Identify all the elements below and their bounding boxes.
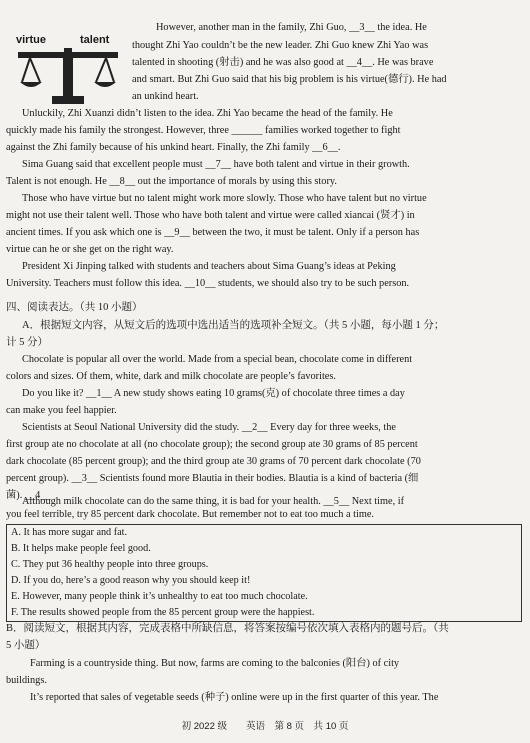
passage-line: against the Zhi family because of his unkind heart. Finally, the Zhi family __6__. [6, 142, 341, 153]
passage-line: 菌). __4__ [6, 490, 51, 501]
passage-line: quickly made his family the strongest. However, three ______ families worked together to fight [6, 125, 401, 136]
passage-line: Scientists at Seoul National University did the study. __2__ Every day for three weeks, the [22, 422, 396, 433]
passage-line: an unkind heart. [132, 91, 199, 102]
passage-line: ancient times. If you ask which one is __9__ between the two, it must be talent. Only if a person has [6, 227, 420, 238]
options-box [6, 524, 522, 622]
section-title: 四、阅读表达。（共 10 小题） [6, 302, 143, 313]
passage-line: talented in shooting (射击) and he was also good at __4__. He was brave [132, 57, 434, 68]
passage-line: Talent is not enough. He __8__ out the importance of morals by using this story. [6, 176, 337, 187]
instruction-line: A．根据短文内容，从短文后的选项中选出适当的选项补全短文。（共 5 小题，每小题 1 分； [22, 320, 445, 331]
passage-line: first group ate no chocolate at all (no chocolate group); the second group ate 30 grams of 85 percent [6, 439, 418, 450]
page-footer: 初 2022 级 英语 第 8 页 共 10 页 [181, 721, 349, 732]
passage-line: buildings. [6, 675, 47, 686]
passage-line: Although milk chocolate can do the same thing, it is bad for your health. __5__ Next time, if [22, 496, 405, 507]
passage-line: virtue can he or she get on the right way. [6, 244, 174, 255]
passage-line: Sima Guang said that excellent people must __7__ have both talent and virtue in their growth. [22, 159, 410, 170]
option-c: C. They put 36 healthy people into three groups. [11, 559, 209, 570]
passage-line: dark chocolate (85 percent group); and the third group ate 30 grams of 70 percent dark chocolate (70 [6, 456, 421, 467]
option-a: A. It has more sugar and fat. [11, 527, 127, 538]
passage-line: Do you like it? __1__ A new study shows eating 10 grams(克) of chocolate three times a day [22, 388, 405, 399]
option-d: D. If you do, here’s a good reason why you should keep it! [11, 575, 251, 586]
virtue-label: virtue [16, 34, 46, 46]
option-e: E. However, many people think it’s unhealthy to eat too much chocolate. [11, 591, 308, 602]
passage-line: you feel terrible, try 85 percent dark chocolate. But remember not to eat too much a time. [6, 509, 374, 520]
passage-line: It’s reported that sales of vegetable seeds (种子) online were up in the first quarter of this year. The [30, 692, 439, 703]
passage-line: Chocolate is popular all over the world. Made from a special bean, chocolate come in different [22, 354, 413, 365]
passage-line: can make you feel happier. [6, 405, 117, 416]
passage-line: University. Teachers must follow this idea. __10__ students, we should also try to be such person. [6, 278, 410, 289]
passage-line: However, another man in the family, Zhi Guo, __3__ the idea. He [156, 22, 427, 33]
passage-line: Those who have virtue but no talent might work more slowly. Those who have talent but no virtue [22, 193, 427, 204]
passage-line: Unluckily, Zhi Xuanzi didn’t listen to the idea. Zhi Yao became the head of the family. He [22, 108, 393, 119]
passage-line: percent group). __3__ Scientists found more Blautia in their bodies. Blautia is a kind of bacteria (细 [6, 473, 419, 484]
instruction-line: 5 小题） [6, 640, 46, 651]
instruction-line: 计 5 分） [6, 337, 48, 348]
talent-label: talent [80, 34, 110, 46]
balance-scale-icon [18, 48, 118, 106]
option-f: F. The results showed people from the 85 percent group were the happiest. [11, 607, 315, 618]
passage-line: Farming is a countryside thing. But now, farms are coming to the balconies (阳台) of city [30, 658, 400, 669]
passage-line: President Xi Jinping talked with students and teachers about Sima Guang’s ideas at Peking [22, 261, 396, 272]
passage-line: colors and sizes. Of them, white, dark and milk chocolate are people’s favorites. [6, 371, 336, 382]
instruction-line: B．阅读短文，根据其内容，完成表格中所缺信息，将答案按编号依次填入表格内的题号后。（共 [6, 623, 449, 634]
passage-line: and smart. But Zhi Guo said that his big problem is his virtue(德行). He had [132, 74, 447, 85]
passage-line: might not use their talent well. Those who have both talent and virtue were called xiancai (贤才) in [6, 210, 415, 221]
virtue-talent-scale-logo [14, 34, 124, 108]
option-b: B. It helps make people feel good. [11, 543, 151, 554]
passage-line: thought Zhi Yao couldn’t be the new leader. Zhi Guo knew Zhi Yao was [132, 40, 429, 51]
